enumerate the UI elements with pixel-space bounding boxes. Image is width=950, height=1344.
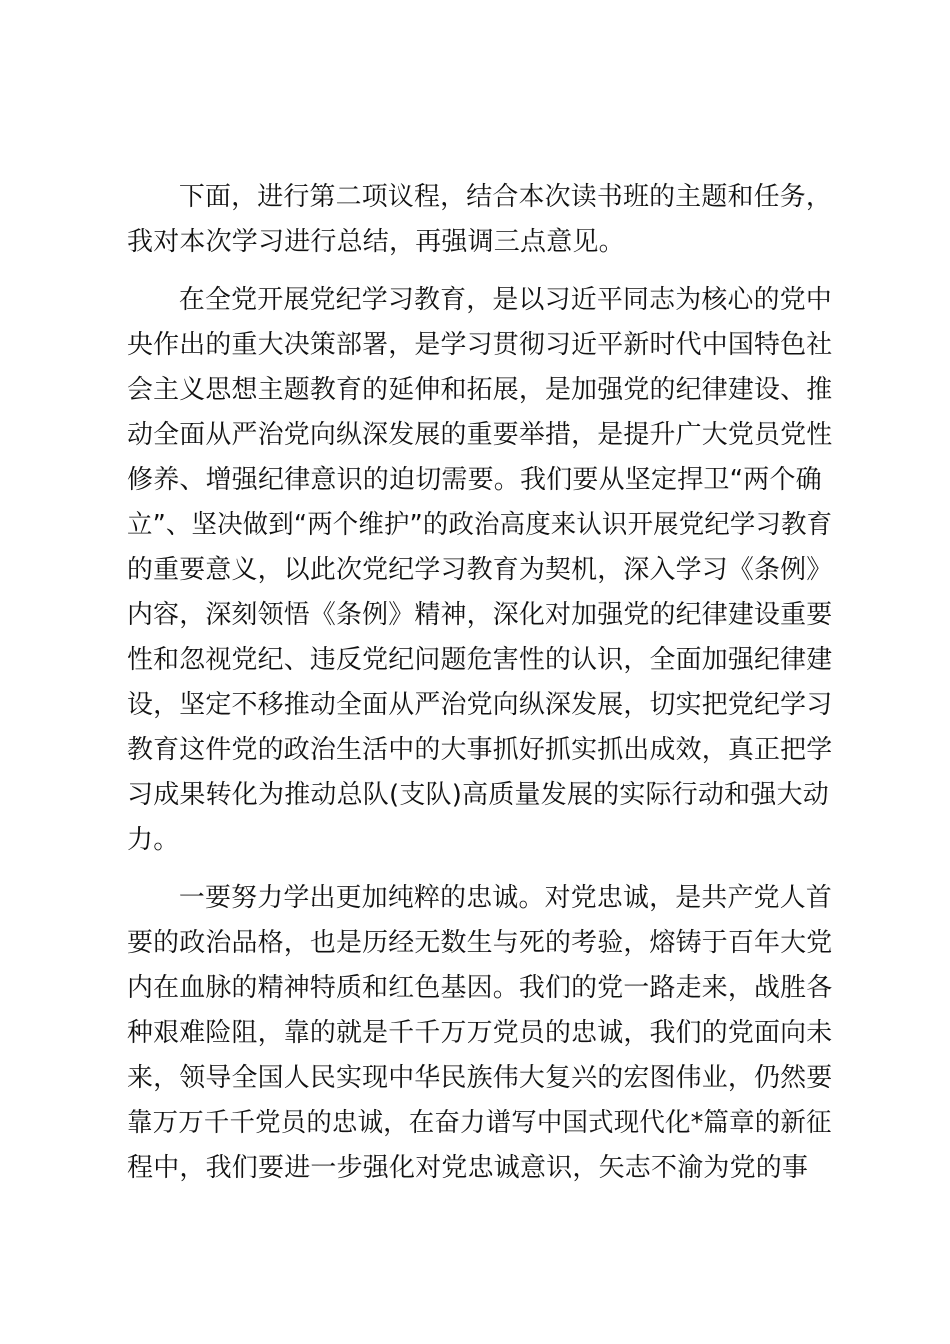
text-line: 程中，我们要进一步强化对党忠诚意识，矢志不渝为党的事 [127, 1153, 809, 1183]
text-line: 力。 [127, 825, 180, 855]
text-line: 种艰难险阻，靠的就是千千万万党员的忠诚，我们的党面向未 [127, 1018, 833, 1048]
text-line: 内容，深刻领悟《条例》精神，深化对加强党的纪律建设重要 [127, 600, 833, 630]
text-line: 教育这件党的政治生活中的大事抓好抓实抓出成效，真正把学 [127, 735, 833, 765]
text-line: 来，领导全国人民实现中华民族伟大复兴的宏图伟业，仍然要 [127, 1063, 833, 1093]
text-line: 央作出的重大决策部署，是学习贯彻习近平新时代中国特色社 [127, 330, 833, 360]
text-line: 修养、增强纪律意识的迫切需要。我们要从坚定捍卫“两个确 [127, 465, 822, 495]
text-line: 内在血脉的精神特质和红色基因。我们的党一路走来，战胜各 [127, 973, 833, 1003]
paragraph-loyalty [127, 876, 832, 1191]
text-line: 在全党开展党纪学习教育，是以习近平同志为核心的党中 [178, 285, 833, 315]
paragraph-significance [127, 278, 832, 863]
document-body [127, 175, 832, 1204]
text-line: 靠万万千千党员的忠诚，在奋力谱写中国式现代化*篇章的新征 [127, 1108, 832, 1138]
text-line: 动全面从严治党向纵深发展的重要举措，是提升广大党员党性 [127, 420, 833, 450]
text-line: 习成果转化为推动总队(支队)高质量发展的实际行动和强大动 [127, 780, 829, 810]
paragraph-agenda [127, 175, 832, 265]
text-line: 会主义思想主题教育的延伸和拓展，是加强党的纪律建设、推 [127, 375, 833, 405]
text-line: 一要努力学出更加纯粹的忠诚。对党忠诚，是共产党人首 [178, 883, 833, 913]
text-line: 的重要意义，以此次党纪学习教育为契机，深入学习《条例》 [127, 555, 833, 585]
text-line: 设，坚定不移推动全面从严治党向纵深发展，切实把党纪学习 [127, 690, 833, 720]
text-line: 要的政治品格，也是历经无数生与死的考验，熔铸于百年大党 [127, 928, 833, 958]
text-line: 下面，进行第二项议程，结合本次读书班的主题和任务， [178, 182, 833, 212]
text-line: 我对本次学习进行总结，再强调三点意见。 [127, 227, 625, 257]
text-line: 性和忽视党纪、违反党纪问题危害性的认识，全面加强纪律建 [127, 645, 833, 675]
text-line: 立”、坚决做到“两个维护”的政治高度来认识开展党纪学习教育 [127, 510, 833, 540]
